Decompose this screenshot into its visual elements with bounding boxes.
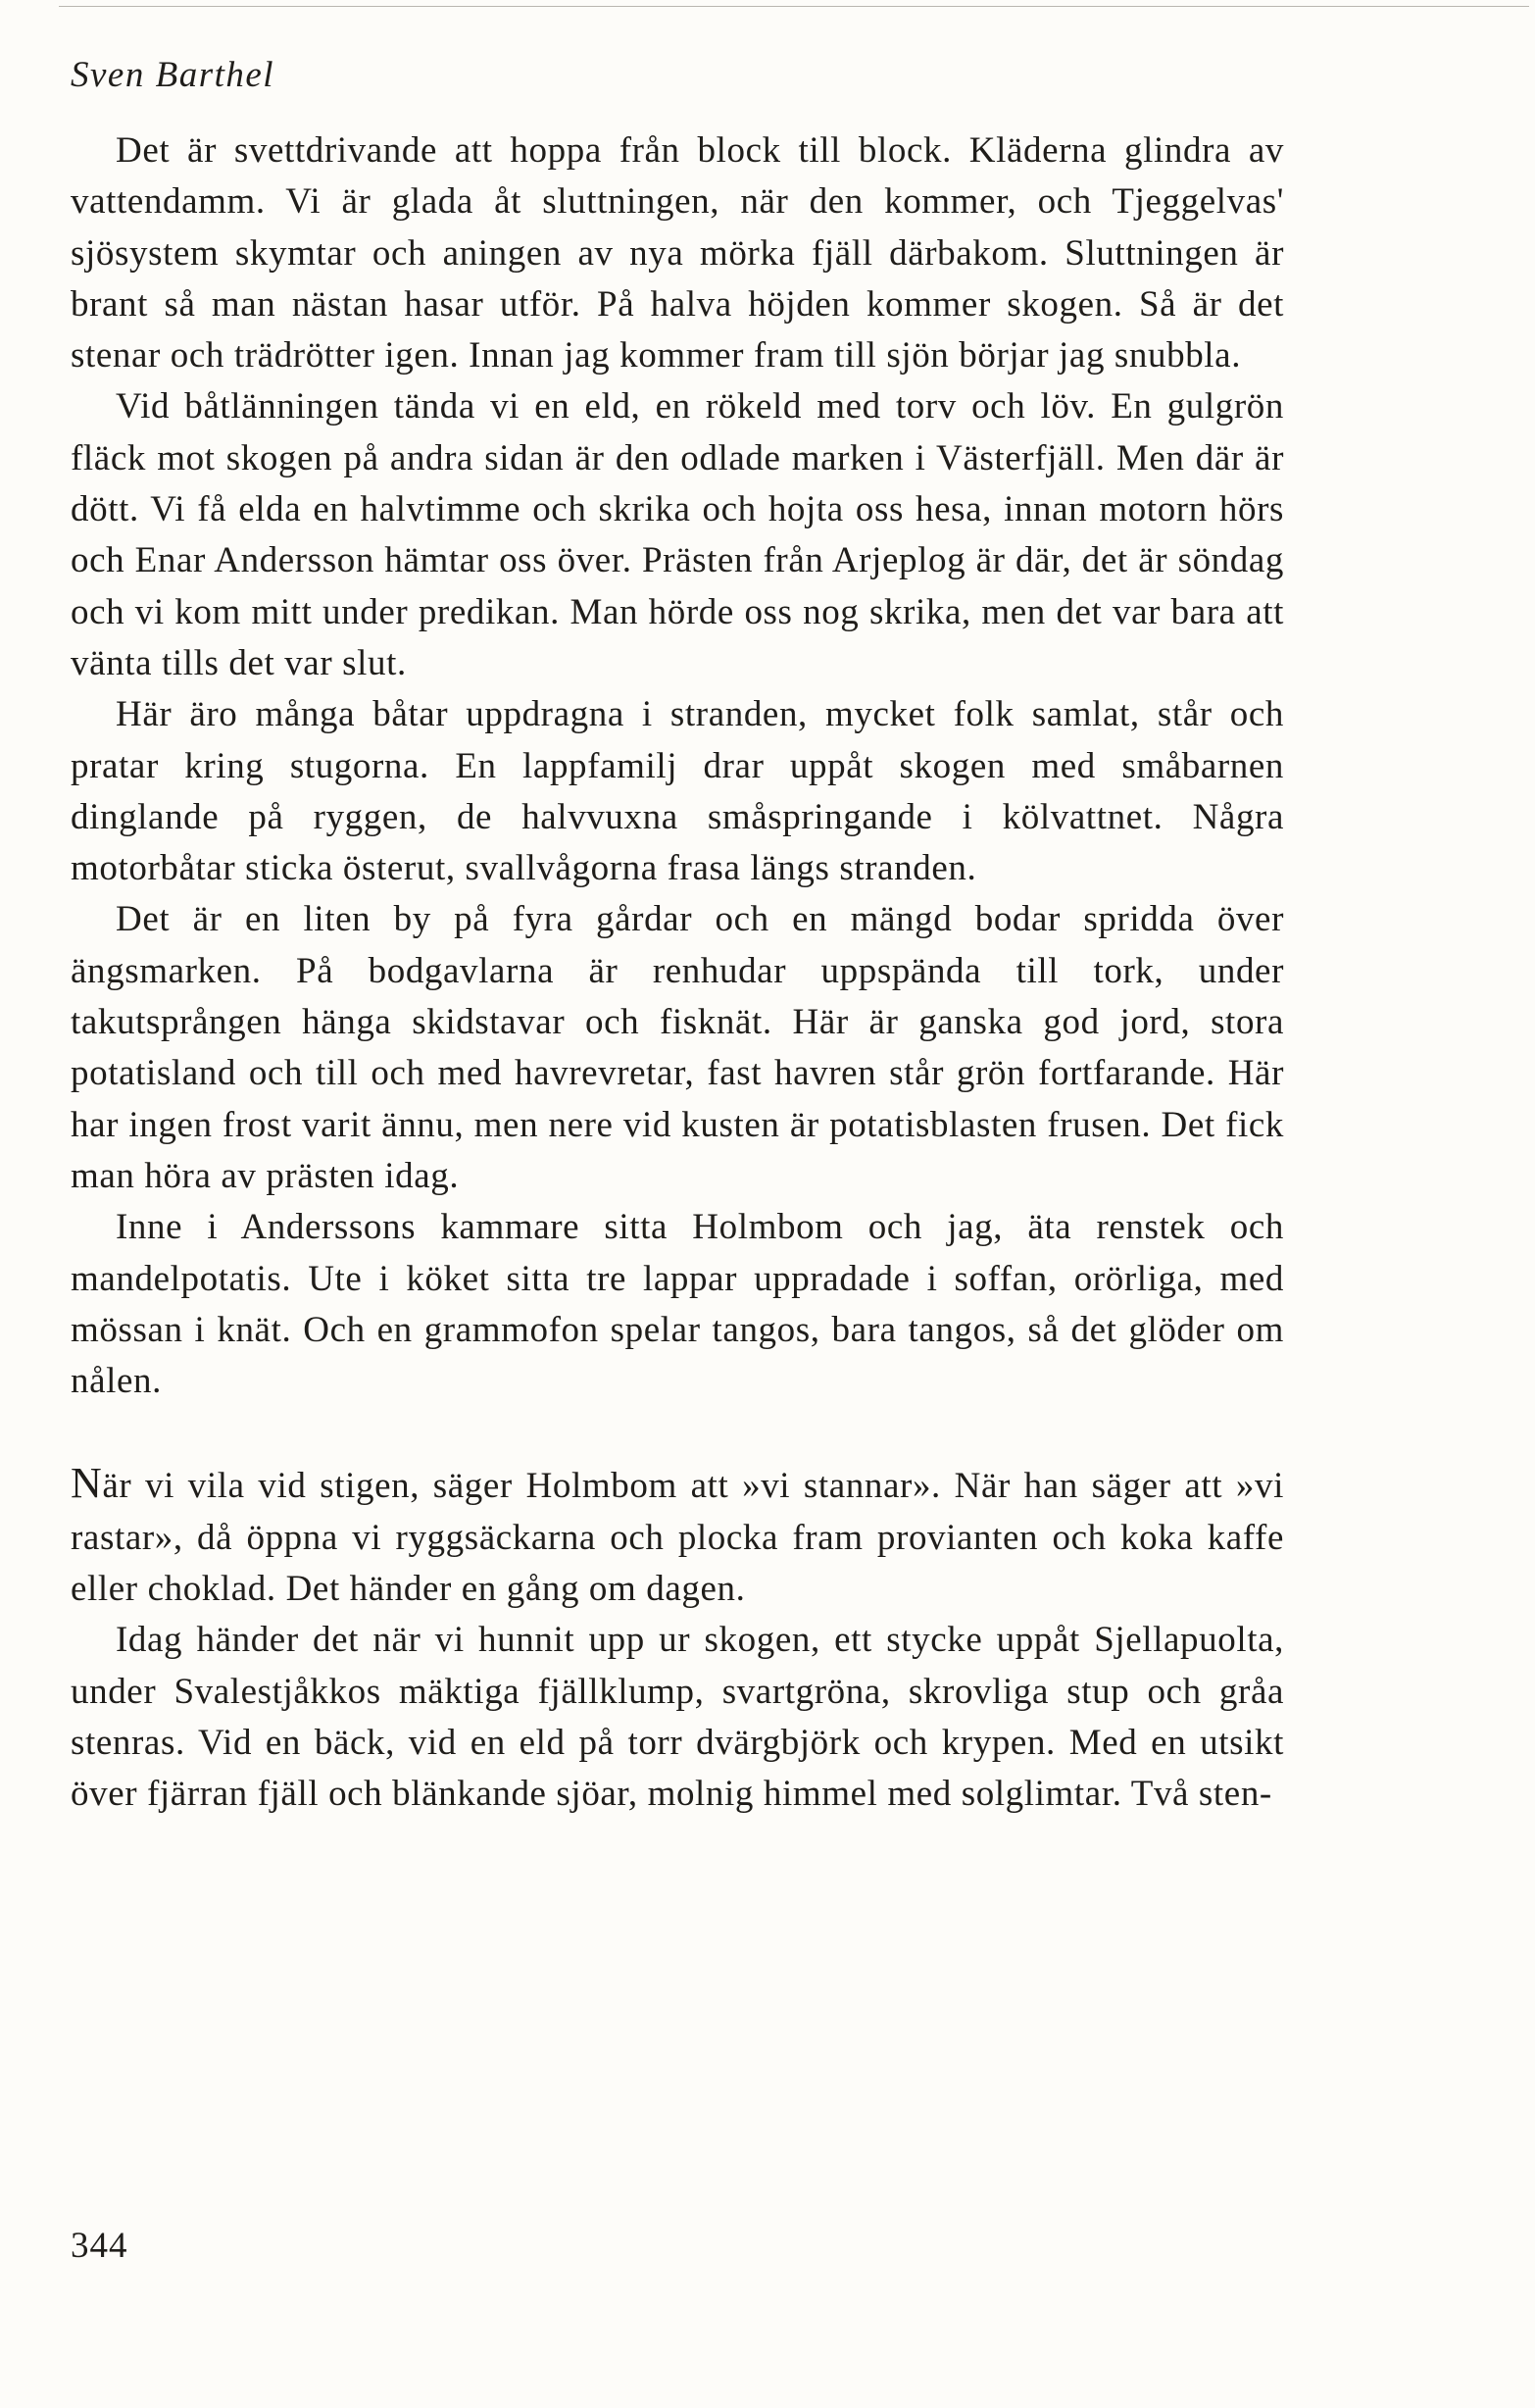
section-opening-paragraph: När vi vila vid stigen, säger Holmbom att »vi stannar». När han säger att »vi rastar», då öppna vi ryggsäckarna och plocka fram provianten och koka kaffe eller choklad. Det händer en gång om dagen.: [71, 1459, 1284, 1610]
paragraph: Vid båtlänningen tända vi en eld, en rökeld med torv och löv. En gulgrön fläck mot skogen på andra sidan är den odlade marken i Västerfjäll. Men där är dött. Vi få elda en halvtimme och skrika och hojta oss hesa, innan motorn hörs och Enar Andersson hämtar oss över. Prästen från Arjeplog är där, det är söndag och vi kom mitt under predikan. Man hörde oss nog skrika, men det var bara att vänta tills det var slut.: [71, 386, 1284, 683]
paragraph: Idag händer det när vi hunnit upp ur skogen, ett stycke uppåt Sjellapuolta, under Svalestjåkkos mäktiga fjällklump, svartgröna, skrovliga stup och gråa stenras. Vid en bäck, vid en eld på torr dvärgbjörk och krypen. Med en utsikt över fjärran fjäll och blänkande sjöar, molnig himmel med solglimtar. Två sten-: [71, 1620, 1284, 1815]
paragraph: Inne i Anderssons kammare sitta Holmbom och jag, äta renstek och mandelpotatis. Ute i köket sitta tre lappar uppradade i soffan, orörliga, med mössan i knät. Och en grammofon spelar tangos, bara tangos, så det glöder om nålen.: [71, 1207, 1284, 1402]
paragraph: Det är en liten by på fyra gårdar och en mängd bodar spridda över ängsmarken. På bodgavlarna är renhudar uppspända till tork, under takutsprången hänga skidstavar och fisknät. Här är ganska god jord, stora potatisland och till och med havrevretar, fast havren står grön fortfarande. Här har ingen frost varit ännu, men nere vid kusten är potatisblasten frusen. Det fick man höra av prästen idag.: [71, 899, 1284, 1196]
paragraph: Det är svettdrivande att hoppa från block till block. Kläderna glindra av vattendamm. Vi är glada åt sluttningen, när den kommer, och Tjeggelvas' sjösystem skymtar och aningen av nya mörka fjäll därbakom. Sluttningen är brant så man nästan hasar utför. På halva höjden kommer skogen. Så är det stenar och trädrötter igen. Innan jag kommer fram till sjön börjar jag snubbla.: [71, 130, 1284, 376]
section-break: [71, 1407, 1284, 1458]
page-number: 344: [71, 2226, 128, 2266]
running-head-author: Sven Barthel: [71, 55, 275, 95]
body-text: [71, 125, 1284, 1821]
top-edge-rule: [59, 6, 1529, 7]
paragraph: Här äro många båtar uppdragna i stranden, mycket folk samlat, står och pratar kring stugorna. En lappfamilj drar uppåt skogen med småbarnen dinglande på ryggen, de halvvuxna småspringande i kölvattnet. Några motorbåtar sticka österut, svallvågorna frasa längs stranden.: [71, 694, 1284, 889]
